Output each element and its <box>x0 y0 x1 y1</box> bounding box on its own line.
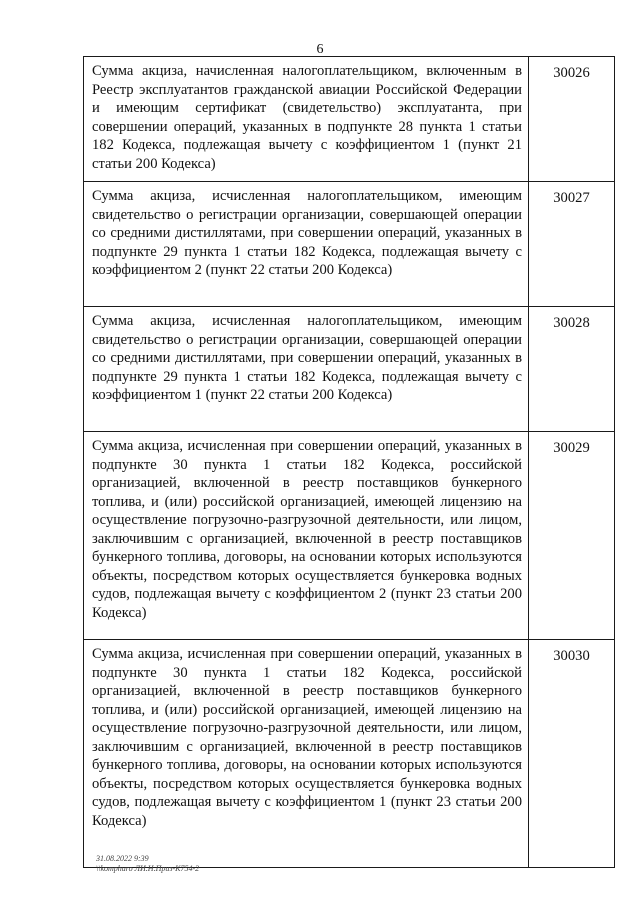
row-code: 30030 <box>529 640 615 868</box>
row-code: 30029 <box>529 432 615 640</box>
row-description: Сумма акциза, исчисленная налогоплательщиком, имеющим свидетельство о регистрации организации, совершающей операции со средними дистиллятами, при совершении операций, указанных в подпункте 29 пункта 1 статьи 182 Кодекса, подлежащая вычету с коэффициентом 2 (пункт 22 статьи 200 Кодекса) <box>84 182 529 307</box>
row-code: 30028 <box>529 307 615 432</box>
document-footer <box>96 854 199 874</box>
page-number: 6 <box>316 42 324 57</box>
footer-file-path: \\komphuro ЛИ.Н.Приз-К754-2 <box>96 864 200 873</box>
row-code: 30027 <box>529 182 615 307</box>
row-description: Сумма акциза, исчисленная при совершении операций, указанных в подпункте 30 пункта 1 статьи 182 Кодекса, российской организацией, включенной в реестр поставщиков бункерного топлива, и (или) российской организацией, имеющей лицензию на осуществление погрузочно-разгрузочной деятельности, или лицом, заключившим с организацией, включенной в реестр поставщиков бункерного топлива, договоры, на основании которых используются объекты, посредством которых осуществляется бункеровка водных судов, подлежащая вычету с коэффициентом 1 (пункт 23 статьи 200 Кодекса) <box>84 640 529 868</box>
footer-timestamp: 31.08.2022 9:39 <box>96 854 149 863</box>
table-row <box>84 307 615 432</box>
row-description: Сумма акциза, исчисленная при совершении операций, указанных в подпункте 30 пункта 1 статьи 182 Кодекса, российской организацией, включенной в реестр поставщиков бункерного топлива, и (или) российской организацией, имеющей лицензию на осуществление погрузочно-разгрузочной деятельности, или лицом, заключившим с организацией, включенной в реестр поставщиков бункерного топлива, договоры, на основании которых используются объекты, посредством которых осуществляется бункеровка водных судов, подлежащая вычету с коэффициентом 2 (пункт 23 статьи 200 Кодекса) <box>84 432 529 640</box>
row-description: Сумма акциза, исчисленная налогоплательщиком, имеющим свидетельство о регистрации организации, совершающей операции со средними дистиллятами, при совершении операций, указанных в подпункте 29 пункта 1 статьи 182 Кодекса, подлежащая вычету с коэффициентом 1 (пункт 22 статьи 200 Кодекса) <box>84 307 529 432</box>
row-code: 30026 <box>529 57 615 182</box>
table-row <box>84 432 615 640</box>
document-table <box>83 56 615 868</box>
table-row <box>84 640 615 868</box>
table-row <box>84 182 615 307</box>
table-row <box>84 57 615 182</box>
row-description: Сумма акциза, начисленная налогоплательщиком, включенным в Реестр эксплуатантов гражданской авиации Российской Федерации и имеющим сертификат (свидетельство) эксплуатанта, при совершении операций, указанных в подпункте 28 пункта 1 статьи 182 Кодекса, подлежащая вычету с коэффициентом 1 (пункт 21 статьи 200 Кодекса) <box>84 57 529 182</box>
